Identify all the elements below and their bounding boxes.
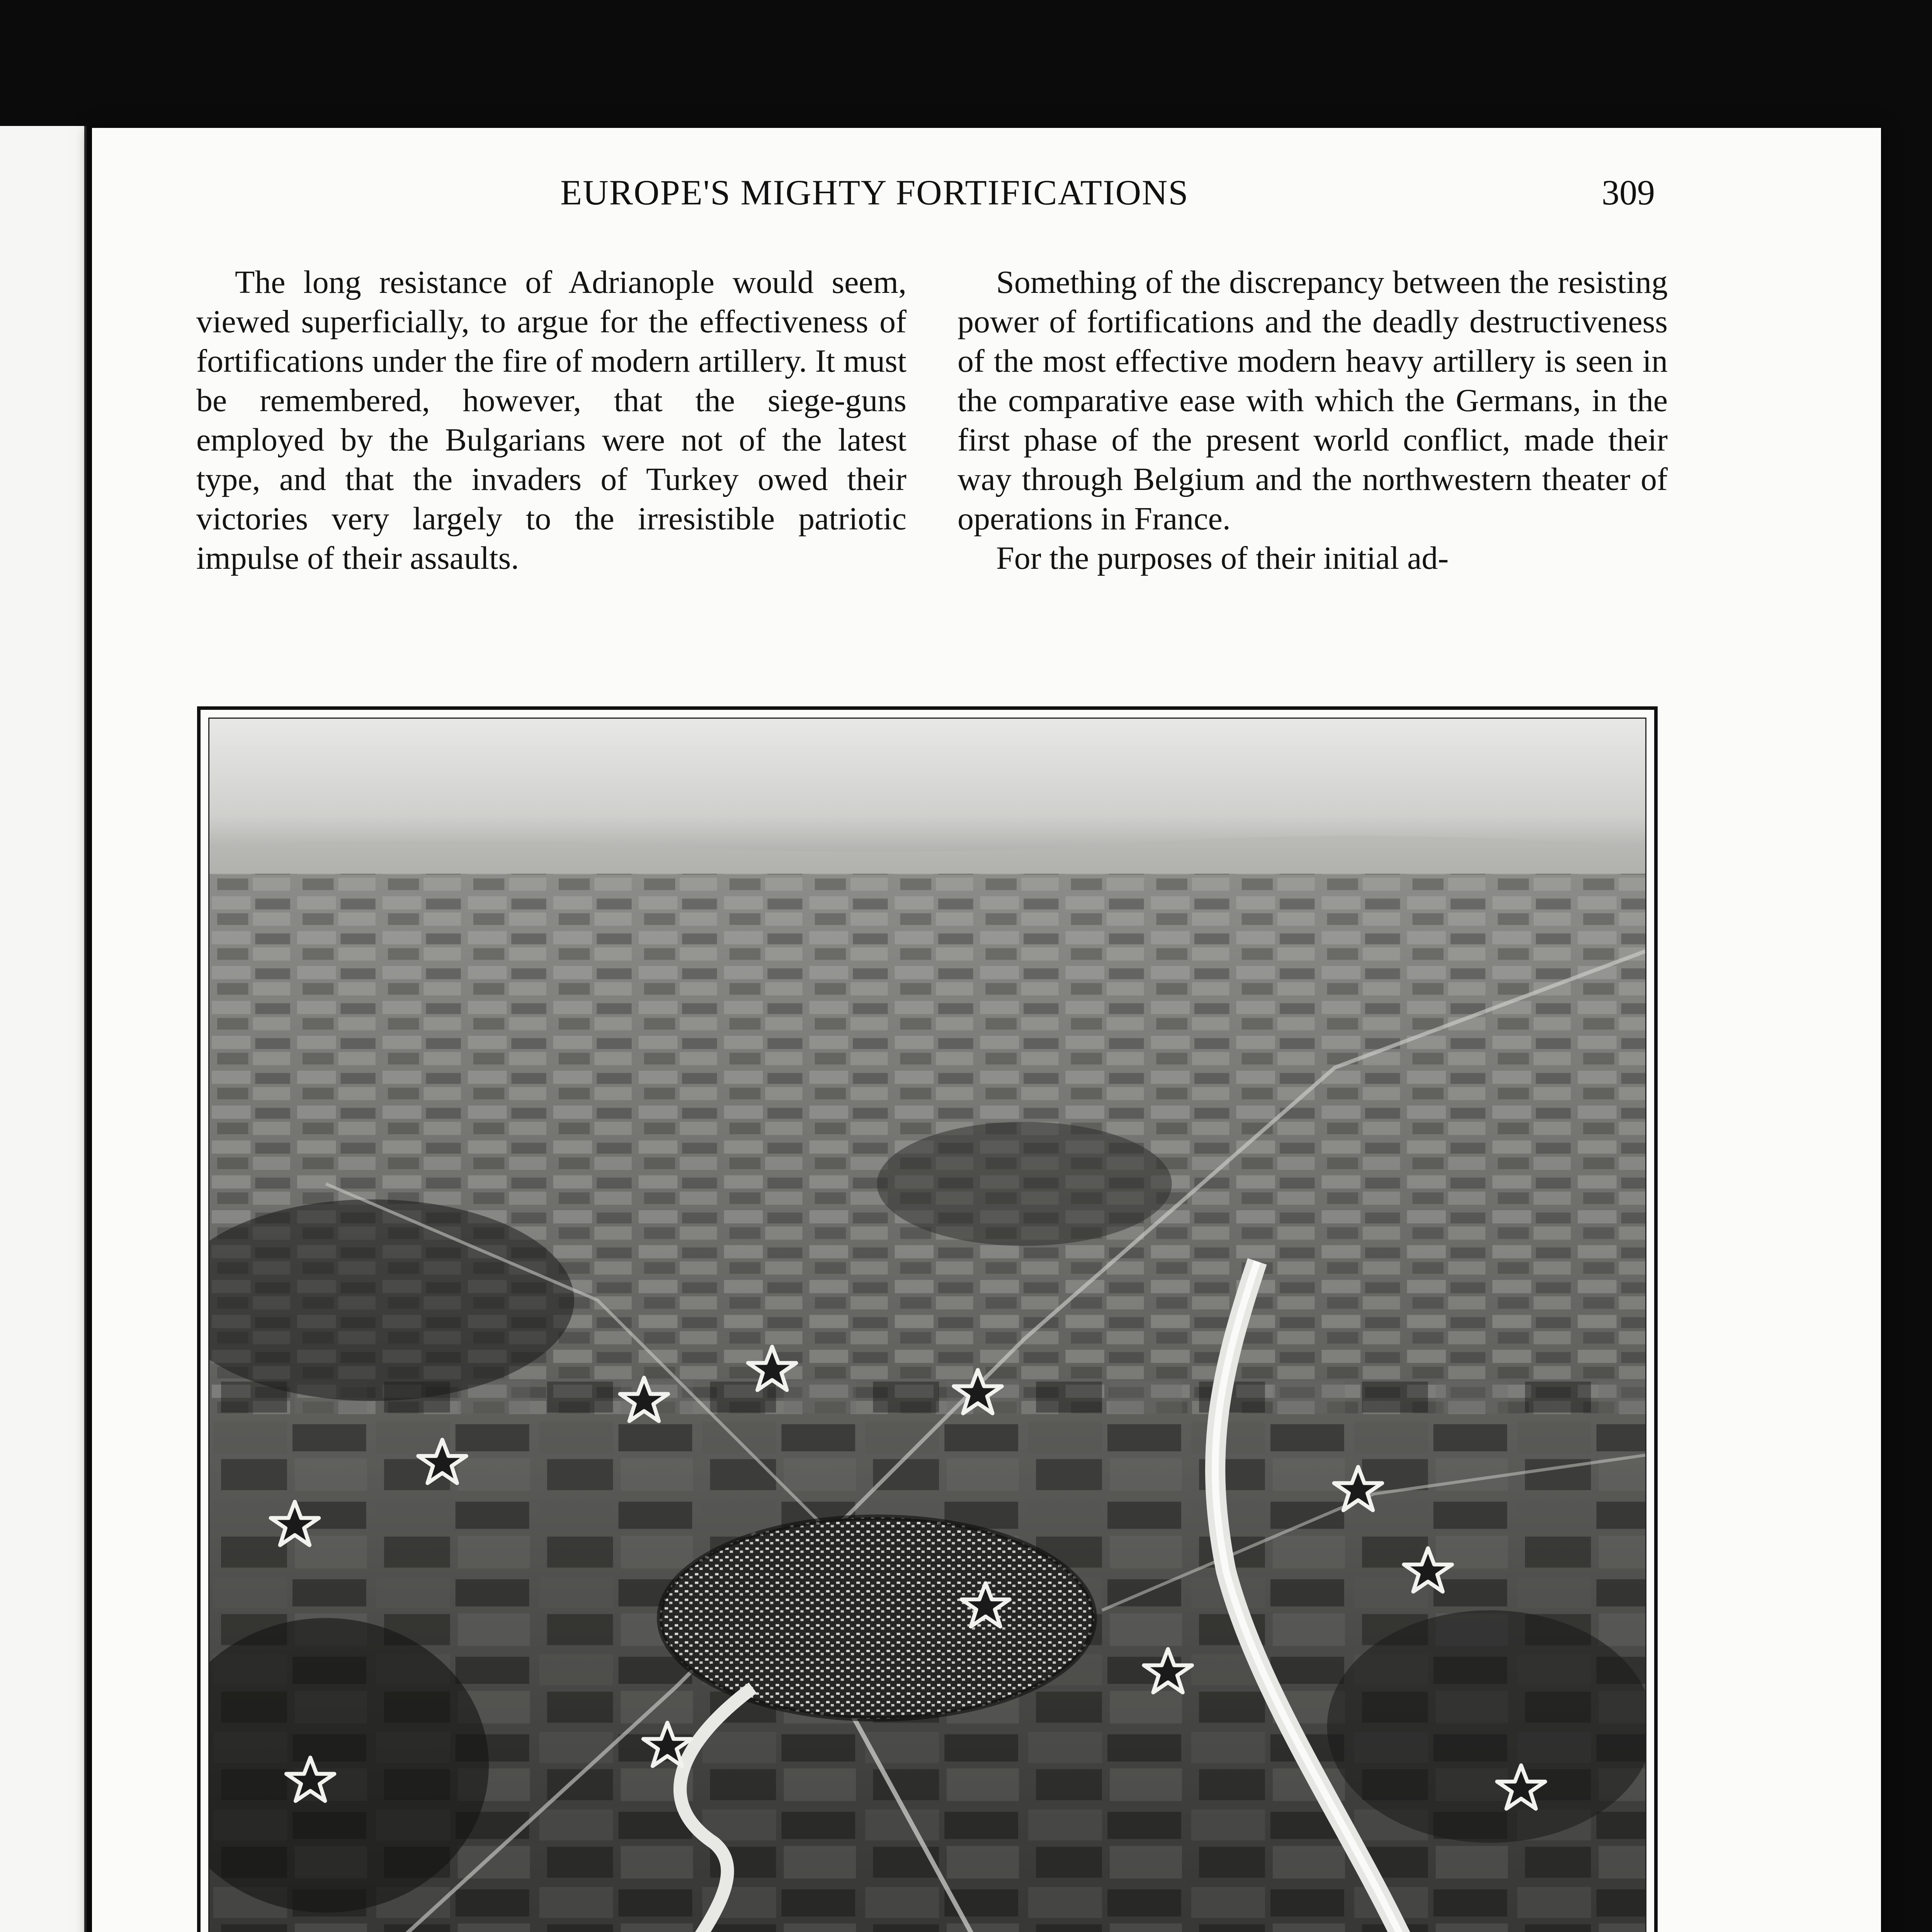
paragraph: The long resistance of Adrianople would seem, viewed superficially, to argue for the effectiveness of fortifications under the fire of modern artillery. It must be remembered, however, that the siege-guns employed by the Bulgarians were not of the latest type, and that the invaders of Turkey owed their victories very largely to the irresistible patriotic impulse of their assaults.: [196, 264, 906, 576]
previous-page-edge: [0, 126, 87, 1932]
running-title: EUROPE'S MIGHTY FORTIFICATIONS: [560, 173, 1189, 212]
aerial-landscape-image: [209, 719, 1645, 1932]
aerial-illustration: [208, 718, 1646, 1932]
page-number: 309: [1602, 173, 1655, 212]
right-text-column: [957, 263, 1668, 578]
paragraph: Something of the discrepancy between the resisting power of fortifications and the deadly destructiveness of the most effective modern heavy artillery is seen in the comparative ease with which the Germans, in the first phase of the present world conflict, made their way through Belgium and the northwestern theater of operations in France.: [957, 264, 1668, 537]
illustration-plate: [197, 706, 1658, 1932]
paragraph: For the purposes of their initial ad-: [996, 540, 1449, 576]
left-text-column: [196, 263, 906, 578]
